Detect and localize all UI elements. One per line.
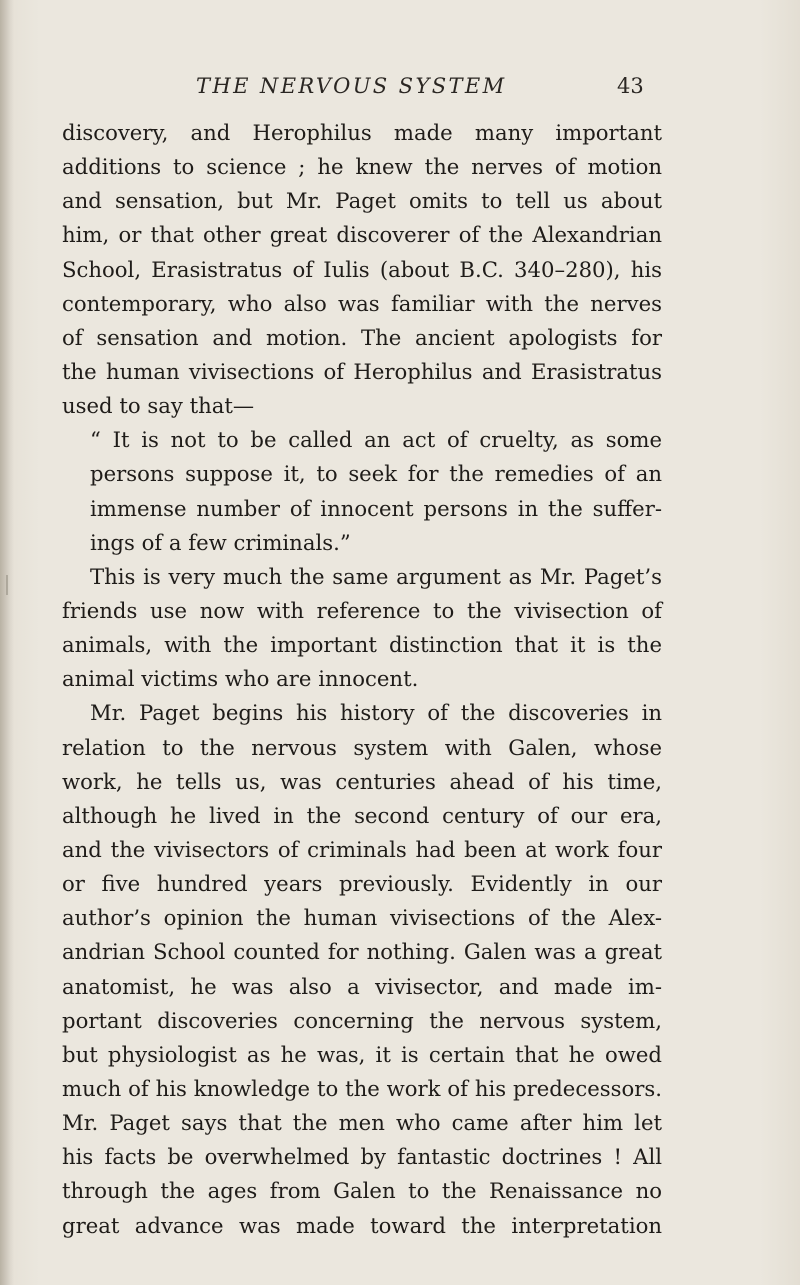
text-line: Mr. Paget says that the men who came after him let xyxy=(62,1110,662,1136)
text-line: of sensation and motion. The ancient apologists for xyxy=(62,324,662,350)
text-line: or five hundred years previously. Evidently in our xyxy=(62,871,662,897)
text-line: him, or that other great discoverer of the Alexandrian xyxy=(62,222,662,248)
quote-line: “ It is not to be called an act of cruelty, as some xyxy=(90,427,662,453)
text-line: and the vivisectors of criminals had been at work four xyxy=(62,836,662,862)
text-line: additions to science ; he knew the nerves of motion xyxy=(62,154,662,180)
text-line: anatomist, he was also a vivisector, and made im- xyxy=(62,973,662,999)
page-header xyxy=(0,74,800,108)
text-line: animals, with the important distinction that it is the xyxy=(62,632,662,658)
text-line: andrian School counted for nothing. Galen was a great xyxy=(62,939,662,965)
paragraph-herophilus xyxy=(62,116,662,423)
text-line: portant discoveries concerning the nervous system, xyxy=(62,1007,662,1033)
text-line: School, Erasistratus of Iulis (about B.C. 340–280), his xyxy=(62,256,662,282)
text-line: great advance was made toward the interpretation xyxy=(62,1212,662,1238)
page-number: 43 xyxy=(617,74,644,98)
text-line: and sensation, but Mr. Paget omits to tell us about xyxy=(62,188,662,214)
quote-line: immense number of innocent persons in the suffer- xyxy=(90,495,662,521)
text-line: used to say that— xyxy=(62,393,255,419)
paragraph-argument xyxy=(62,560,662,697)
text-line: animal victims who are innocent. xyxy=(62,666,419,692)
text-line: This is very much the same argument as Mr. Paget’s xyxy=(90,563,662,589)
body-text xyxy=(62,116,662,1243)
running-head: THE NERVOUS SYSTEM xyxy=(196,74,507,98)
quote-line: persons suppose it, to seek for the remedies of an xyxy=(90,461,662,487)
page-gutter-shadow xyxy=(0,0,14,1285)
text-line: contemporary, who also was familiar with the nerves xyxy=(62,290,662,316)
quote-line: ings of a few criminals.” xyxy=(90,529,351,555)
text-line: through the ages from Galen to the Renaissance no xyxy=(62,1178,662,1204)
text-line: the human vivisections of Herophilus and Erasistratus xyxy=(62,358,662,384)
text-line: but physiologist as he was, it is certain that he owed xyxy=(62,1041,662,1067)
text-line: Mr. Paget begins his history of the discoveries in xyxy=(90,700,662,726)
text-line: his facts be overwhelmed by fantastic doctrines ! All xyxy=(62,1144,662,1170)
text-line: although he lived in the second century of our era, xyxy=(62,802,662,828)
text-line: much of his knowledge to the work of his predecessors. xyxy=(62,1075,662,1101)
text-line: discovery, and Herophilus made many important xyxy=(62,120,662,145)
text-line: author’s opinion the human vivisections of the Alex- xyxy=(62,905,662,931)
gutter-mark xyxy=(6,575,8,595)
text-line: friends use now with reference to the vivisection of xyxy=(62,597,662,623)
text-line: work, he tells us, was centuries ahead of his time, xyxy=(62,768,662,794)
text-line: relation to the nervous system with Galen, whose xyxy=(62,734,662,760)
block-quote xyxy=(62,423,662,560)
paragraph-galen xyxy=(62,696,662,1242)
